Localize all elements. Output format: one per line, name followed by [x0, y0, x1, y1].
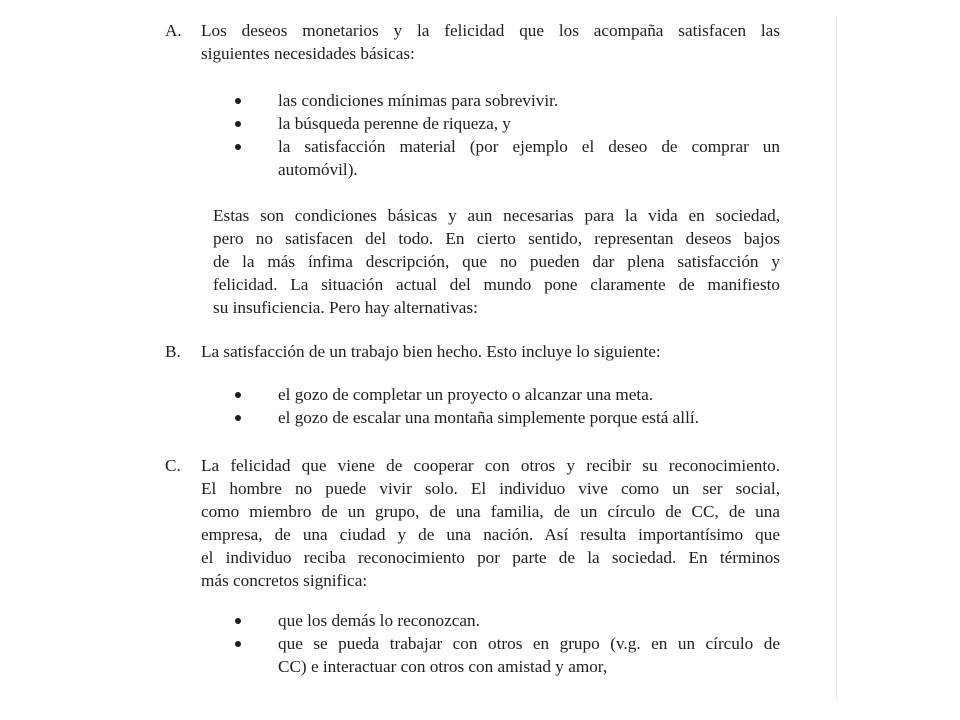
list-item: [235, 383, 780, 406]
section-a-paragraph: [213, 204, 780, 319]
page-edge-rule: [836, 18, 837, 700]
section-c-line: el individuo reciba reconocimiento por parte de la sociedad. En términos: [201, 548, 780, 567]
section-c-bullets: [235, 609, 780, 678]
list-item-text: la satisfacción material (por ejemplo el deseo de comprar un: [278, 137, 780, 156]
paragraph-line: de la más ínfima descripción, que no pueden dar plena satisfacción y: [213, 252, 780, 271]
section-c-line: El hombre no puede vivir solo. El individuo vive como un ser social,: [201, 479, 780, 498]
list-item: [235, 89, 780, 112]
paragraph-line: pero no satisfacen del todo. En cierto sentido, representan deseos bajos: [213, 229, 780, 248]
list-item-text: automóvil).: [278, 160, 358, 179]
paragraph-line: su insuficiencia. Pero hay alternativas:: [213, 298, 478, 317]
list-item-text: CC) e interactuar con otros con amistad y amor,: [278, 657, 608, 676]
section-a-letter: A.: [165, 21, 182, 40]
section-a-text: [201, 19, 780, 65]
list-item-text: que se pueda trabajar con otros en grupo (v.g. en un círculo de: [278, 634, 780, 653]
list-item-text: las condiciones mínimas para sobrevivir.: [278, 91, 559, 110]
bullet-icon: [235, 98, 241, 104]
list-item: [235, 632, 780, 678]
list-item-text: que los demás lo reconozcan.: [278, 611, 480, 630]
section-b-line: La satisfacción de un trabajo bien hecho. Esto incluye lo siguiente:: [201, 342, 661, 361]
list-item-text: el gozo de escalar una montaña simplemente porque está allí.: [278, 408, 699, 427]
section-a: [165, 19, 780, 65]
paragraph-line: felicidad. La situación actual del mundo pone claramente de manifiesto: [213, 275, 780, 294]
section-b-bullets: [235, 383, 780, 429]
list-item: [235, 135, 780, 181]
bullet-icon: [235, 121, 241, 127]
section-c-text: [201, 454, 780, 592]
paragraph-line: Estas son condiciones básicas y aun necesarias para la vida en sociedad,: [213, 206, 780, 225]
section-b-letter: B.: [165, 342, 181, 361]
section-c: [165, 454, 780, 592]
bullet-icon: [235, 618, 241, 624]
section-a-bullets: [235, 89, 780, 181]
bullet-icon: [235, 392, 241, 398]
section-c-line: empresa, de una ciudad y de una nación. Así resulta importantísimo que: [201, 525, 780, 544]
section-c-line: La felicidad que viene de cooperar con otros y recibir su reconocimiento.: [201, 456, 780, 475]
section-c-letter: C.: [165, 456, 181, 475]
bullet-icon: [235, 144, 241, 150]
bullet-icon: [235, 415, 241, 421]
list-item: [235, 609, 780, 632]
section-a-line: siguientes necesidades básicas:: [201, 44, 415, 63]
bullet-icon: [235, 641, 241, 647]
list-item-text: el gozo de completar un proyecto o alcanzar una meta.: [278, 385, 654, 404]
section-c-line: más concretos significa:: [201, 571, 368, 590]
list-item-text: la búsqueda perenne de riqueza, y: [278, 114, 511, 133]
list-item: [235, 406, 780, 429]
section-b-text: [201, 340, 780, 363]
section-b: [165, 340, 780, 363]
section-c-line: como miembro de un grupo, de una familia, de un círculo de CC, de una: [201, 502, 780, 521]
list-item: [235, 112, 780, 135]
section-a-line: Los deseos monetarios y la felicidad que los acompaña satisfacen las: [201, 21, 780, 40]
